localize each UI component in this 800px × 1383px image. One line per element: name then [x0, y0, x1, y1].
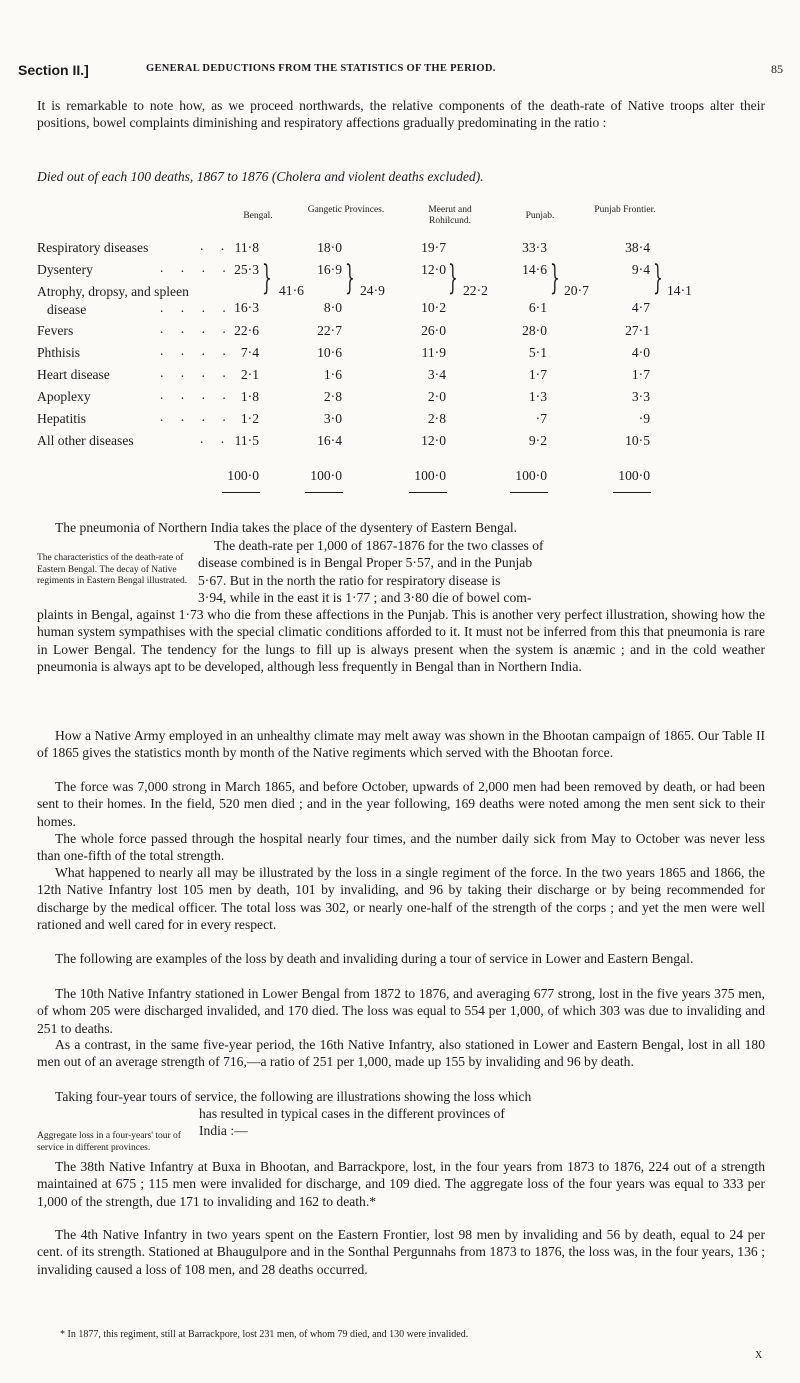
table-cell: ·7: [535, 411, 547, 426]
col-head-bengal: Bengal.: [243, 211, 273, 221]
brace-symbol: }: [550, 258, 560, 298]
table-cell: 14·6: [522, 262, 547, 277]
total-underline: [305, 492, 343, 493]
text-line: has resulted in typical cases in the different provinces of: [199, 1106, 505, 1121]
leader-dots: . .: [200, 431, 232, 446]
paragraph: What happened to nearly all may be illustrated by the loss in a single regiment of the force. In the two years 1865 and 1866, the 12th Native Infantry lost 105 men by death, 101 by invaliding, and 96 by taking their discharge or by being recommended for discharge by the medical officer. The total loss was 302, or nearly one-half of the strength of the corps ; and yet the men were well rationed and well cared for in every respect.: [37, 865, 765, 932]
total-underline: [510, 492, 548, 493]
table-cell: 5·1: [528, 345, 547, 360]
paragraph: The whole force passed through the hospital nearly four times, and the number daily sick from May to October was never less than one-fifth of the total strength.: [37, 831, 765, 864]
combined-value: 41·6: [279, 283, 304, 298]
table-cell: 16·3: [234, 300, 259, 315]
row-label: All other diseases: [37, 433, 134, 448]
table-cell: 2·0: [427, 389, 446, 404]
table-cell: 19·7: [421, 240, 446, 255]
col-head-gangetic: Gangetic Provinces.: [307, 205, 385, 215]
table-cell: 2·1: [240, 367, 259, 382]
table-cell: 2·8: [323, 389, 342, 404]
leader-dots: . .: [200, 238, 232, 253]
brace-symbol: }: [345, 258, 355, 298]
table-cell: 11·5: [234, 433, 259, 448]
combined-value: 22·2: [463, 283, 488, 298]
total-underline: [222, 492, 260, 493]
leader-dots: . . . .: [160, 321, 233, 336]
table-cell: 10·5: [625, 433, 650, 448]
row-label: Atrophy, dropsy, and spleen: [37, 284, 189, 299]
text-line: India :—: [199, 1123, 248, 1139]
table-cell: 3·0: [323, 411, 342, 426]
table-cell: 7·4: [240, 345, 259, 360]
intro-paragraph: It is remarkable to note how, as we proceed northwards, the relative components of the death-rate of Native troops alter their positions, bowel complaints diminishing and respiratory affections gradually predominating in the ratio :: [37, 98, 765, 131]
table-cell: 1·7: [631, 367, 650, 382]
row-label: Hepatitis: [37, 411, 87, 426]
leader-dots: . . . .: [160, 260, 233, 275]
running-title: GENERAL DEDUCTIONS FROM THE STATISTICS OF THE PERIOD.: [146, 63, 496, 74]
leader-dots: . . . .: [160, 300, 233, 315]
text-line: 5·67. But in the north the ratio for respiratory disease is: [198, 572, 501, 588]
table-cell: 3·3: [631, 389, 650, 404]
row-label: Respiratory diseases: [37, 240, 149, 255]
table-cell: 38·4: [625, 240, 650, 255]
text-line: disease combined is in Bengal Proper 5·57, and in the Punjab: [198, 555, 533, 571]
table-cell: 26·0: [421, 323, 446, 338]
leader-dots: . . . .: [160, 409, 233, 424]
table-cell: 6·1: [528, 300, 547, 315]
text-line: The death-rate per 1,000 of 1867-1876 for the two classes of: [214, 538, 544, 553]
table-cell: 28·0: [522, 323, 547, 338]
leader-dots: . . . .: [160, 387, 233, 402]
paragraph: Taking four-year tours of service, the following are illustrations showing the loss which: [55, 1089, 532, 1104]
table-caption: Died out of each 100 deaths, 1867 to 1876 (Cholera and violent deaths excluded).: [37, 169, 484, 184]
paragraph-indented-block: [199, 1105, 765, 1140]
col-head-punjab: Punjab.: [525, 211, 555, 221]
total-underline: [613, 492, 651, 493]
table-cell: 1·8: [240, 389, 259, 404]
paragraph: The 10th Native Infantry stationed in Lower Bengal from 1872 to 1876, and averaging 677 strong, lost in the five years 375 men, of whom 205 were discharged invalided, and 170 died. The loss was equal to 554 per 1,000, of which 303 was due to invaliding and 251 to deaths.: [37, 986, 765, 1036]
table-cell: ·9: [638, 411, 650, 426]
row-label: Dysentery: [37, 262, 93, 277]
table-cell: 18·0: [317, 240, 342, 255]
table-cell: 11·8: [234, 240, 259, 255]
table-cell: 2·8: [427, 411, 446, 426]
table-cell: 1·3: [528, 389, 547, 404]
table-cell: 4·0: [631, 345, 650, 360]
paragraph: The following are examples of the loss by death and invaliding during a tour of service in Lower and Eastern Bengal.: [55, 951, 694, 966]
table-cell: 22·6: [234, 323, 259, 338]
paragraph: The pneumonia of Northern India takes the place of the dysentery of Eastern Bengal.: [55, 520, 518, 535]
table-cell: 16·4: [317, 433, 342, 448]
footnote: * In 1877, this regiment, still at Barrackpore, lost 231 men, of whom 79 died, and 130 were invalided.: [60, 1329, 469, 1340]
row-label-cont: disease: [47, 302, 87, 317]
leader-dots: . . . .: [160, 343, 233, 358]
table-cell: 12·0: [421, 433, 446, 448]
table-cell: 16·9: [317, 262, 342, 277]
total-underline: [409, 492, 447, 493]
total-cell: 100·0: [414, 468, 446, 483]
brace-symbol: }: [653, 258, 663, 298]
paragraph: The force was 7,000 strong in March 1865, and before October, upwards of 2,000 men had been removed by death, or had been sent to their homes. In the field, 520 men died ; and in the year following, 169 deaths were noted among the men sent sick to their homes.: [37, 779, 765, 829]
total-cell: 100·0: [227, 468, 259, 483]
row-label: Phthisis: [37, 345, 81, 360]
row-label: Fevers: [37, 323, 74, 338]
combined-value: 24·9: [360, 283, 385, 298]
paragraph: As a contrast, in the same five-year period, the 16th Native Infantry, also stationed in Lower and Eastern Bengal, lost in all 180 men out of an average strength of 716,—a ratio of 251 per 1,000, made up 155 by invaliding and 96 by death.: [37, 1037, 765, 1070]
table-cell: 11·9: [421, 345, 446, 360]
table-cell: 1·6: [323, 367, 342, 382]
row-label: Apoplexy: [37, 389, 91, 404]
margin-note: Aggregate loss in a four-years' tour of service in different provinces.: [37, 1131, 181, 1153]
table-cell: 22·7: [317, 323, 342, 338]
table-cell: 10·6: [317, 345, 342, 360]
signature-mark: X: [755, 1350, 763, 1361]
margin-note: The characteristics of the death-rate of Eastern Bengal. The decay of Native regiments in Eastern Bengal illustrated.: [37, 553, 188, 586]
table-cell: 1·2: [240, 411, 259, 426]
running-header: [18, 62, 783, 84]
table-cell: 33·3: [522, 240, 547, 255]
combined-value: 14·1: [667, 283, 692, 298]
table-cell: 1·7: [528, 367, 547, 382]
brace-symbol: }: [262, 258, 272, 298]
table-cell: 8·0: [323, 300, 342, 315]
paragraph: The 38th Native Infantry at Buxa in Bhootan, and Barrackpore, lost, in the four years from 1873 to 1876, 224 out of a strength maintained at 675 ; 115 men were invalided for discharge, and 109 died. The aggregate loss of the four years was equal to 333 per 1,000 of the strength, due 171 to invaliding and 162 to death.*: [37, 1159, 765, 1209]
table-cell: 3·4: [427, 367, 446, 382]
page-number: 85: [771, 62, 783, 76]
paragraph: How a Native Army employed in an unhealthy climate may melt away was shown in the Bhootan campaign of 1865. Our Table II of 1865 gives the statistics month by month of the Native regiments which served with the Bhootan force.: [37, 728, 765, 761]
table-cell: 27·1: [625, 323, 650, 338]
text-line: 3·94, while in the east it is 1·77 ; and 3·80 die of bowel com-: [198, 589, 532, 605]
paragraph: plaints in Bengal, against 1·73 who die from these affections in the Punjab. This is another very perfect illustration, showing how the human system sympathises with the special climatic conditions afforded to it. It must not be inferred from this that pneumonia is rare in Lower Bengal. The tendency for the lungs to fill up is always present when the system is anæmic ; and in the cold weather pneumonia is always apt to be developed, although less frequently in Bengal than in Northern India.: [37, 607, 765, 674]
table-cell: 9·4: [631, 262, 650, 277]
brace-symbol: }: [448, 258, 458, 298]
paragraph: The 4th Native Infantry in two years spent on the Eastern Frontier, lost 98 men by invaliding and 56 by death, equal to 24 per cent. of its strength. Stationed at Bhaugulpore and in the Sonthal Pergunnahs from 1873 to 1876, the loss was, in the four years, 136 ; invaliding caused a loss of 108 men, and 28 deaths occurred.: [37, 1227, 765, 1277]
col-head-meerut: Meerut and Rohilcund.: [428, 205, 472, 226]
total-cell: 100·0: [515, 468, 547, 483]
section-label: Section II.]: [18, 62, 89, 78]
row-label: Heart disease: [37, 367, 110, 382]
table-cell: 4·7: [631, 300, 650, 315]
combined-value: 20·7: [564, 283, 589, 298]
leader-dots: . . . .: [160, 365, 233, 380]
table-cell: 12·0: [421, 262, 446, 277]
col-head-punjab-frontier: Punjab Frontier.: [594, 205, 656, 215]
total-cell: 100·0: [618, 468, 650, 483]
table-cell: 9·2: [528, 433, 547, 448]
total-cell: 100·0: [310, 468, 342, 483]
paragraph-indented-block: [198, 537, 765, 606]
table-cell: 10·2: [421, 300, 446, 315]
table-cell: 25·3: [234, 262, 259, 277]
